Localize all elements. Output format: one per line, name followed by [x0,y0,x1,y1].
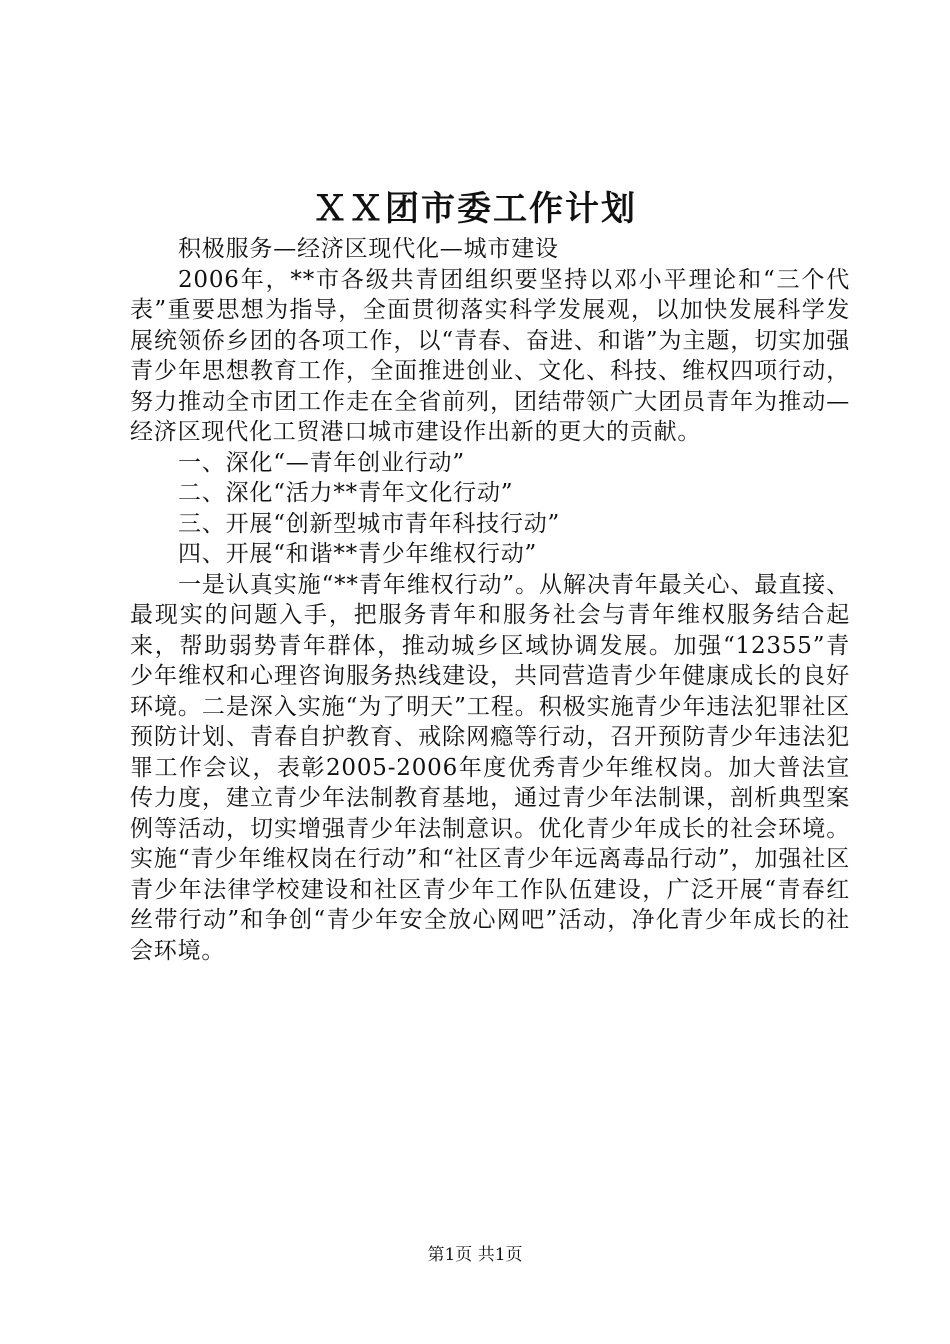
section-heading-2: 二、深化“活力**青年文化行动” [178,480,514,506]
detail-paragraph: 一是认真实施“**青年维权行动”。从解决青年最关心、最直接、最现实的问题入手，把服务青年和服务社会与青年维权服务结合起来，帮助弱势青年群体，推动城乡区域协调发展。加强“12355”青少年维权和心理咨询服务热线建设，共同营造青少年健康成长的良好环境。二是深入实施“为了明天”工程。积极实施青少年违法犯罪社区预防计划、青春自护教育、戒除网瘾等行动，召开预防青少年违法犯罪工作会议，表彰2005-2006年度优秀青少年维权岗。加大普法宣传力度，建立青少年法制教育基地，通过青少年法制课，剖析典型案例等活动，切实增强青少年法制意识。优化青少年成长的社会环境。实施“青少年维权岗在行动”和“社区青少年远离毒品行动”，加强社区青少年法律学校建设和社区青少年工作队伍建设，广泛开展“青春红丝带行动”和争创“青少年安全放心网吧”活动，净化青少年成长的社会环境。 [130,571,850,964]
document-title: ＸＸ团市委工作计划 [313,189,637,229]
section-heading-3: 三、开展“创新型城市青年科技行动” [178,510,561,537]
section-heading-4: 四、开展“和谐**青少年维权行动” [178,541,538,567]
page-footer: 第1页 共1页 [427,1245,523,1265]
section-heading-1: 一、深化“—青年创业行动” [178,449,465,476]
intro-paragraph: 2006年，**市各级共青团组织要坚持以邓小平理论和“三个代表”重要思想为指导，全面贯彻落实科学发展观，以加快发展科学发展统领侨乡团的各项工作，以“青春、奋进、和谐”为主题，切实加强青少年思想教育工作，全面推进创业、文化、科技、维权四项行动，努力推动全市团工作走在全省前列，团结带领广大团员青年为推动—经济区现代化工贸港口城市建设作出新的更大的贡献。 [130,266,850,445]
document-body [130,234,850,966]
subtitle-paragraph: 积极服务—经济区现代化—城市建设 [178,236,559,262]
